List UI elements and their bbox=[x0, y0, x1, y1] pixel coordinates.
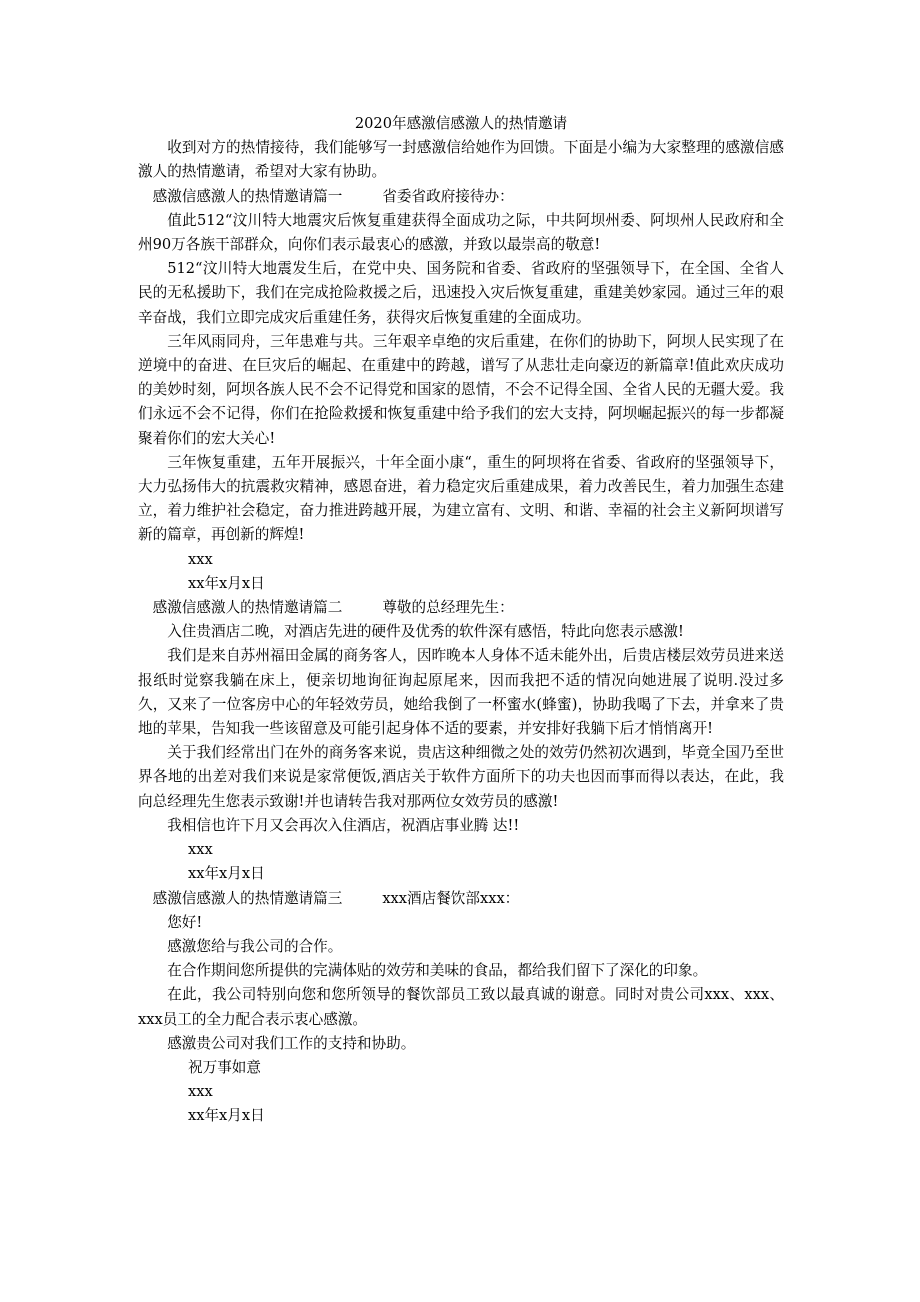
section-title: 感激信感激人的热情邀请篇三 bbox=[152, 889, 343, 907]
body-paragraph: 感激您给与我公司的合作。 bbox=[167, 937, 343, 955]
body-paragraph: 在合作期间您所提供的完满体贴的效劳和美味的食品，都给我们留下了深化的印象。 bbox=[167, 962, 708, 980]
body-paragraph: 三年风雨同舟，三年患难与共。三年艰辛卓绝的灾后重建，在你们的协助下，阿坝人民实现了在逆境中的奋进、在巨灾后的崛起、在重建中的跨越，谱写了从悲壮走向豪迈的新篇章!值此欢庆成功的美妙时刻，阿坝各族人民不会不记得党和国家的恩情，不会不记得全国、全省人民的无疆大爱。我们永远不会不记得，你们在抢险救援和恢复重建中给予我们的宏大支持，阿坝崛起振兴的每一步都凝聚着你们的宏大关心! bbox=[138, 332, 784, 447]
signature-date: xx年x月x日 bbox=[188, 574, 265, 592]
section-heading-2 bbox=[138, 596, 784, 620]
salutation: 尊敬的总经理先生： bbox=[382, 599, 514, 617]
body-paragraph: 我相信也许下月又会再次入住酒店，祝酒店事业腾 达!! bbox=[167, 816, 520, 834]
signature-date: xx年x月x日 bbox=[188, 865, 265, 883]
greeting: 您好! bbox=[167, 913, 203, 931]
closing: 祝万事如意 bbox=[188, 1058, 261, 1076]
signer: xxx bbox=[188, 1083, 213, 1101]
section-heading-1 bbox=[138, 185, 784, 209]
body-paragraph: 在此，我公司特别向您和您所领导的餐饮部员工致以最真诚的谢意。同时对贵公司xxx、xxx、xxx员工的全力配合表示衷心感激。 bbox=[138, 986, 784, 1028]
body-paragraph: 入住贵酒店二晚，对酒店先进的硬件及优秀的软件深有感悟，特此向您表示感激! bbox=[167, 623, 684, 641]
signer: xxx bbox=[188, 550, 213, 568]
document-title: 2020年感激信感激人的热情邀请 bbox=[354, 115, 568, 132]
section-title: 感激信感激人的热情邀请篇二 bbox=[152, 599, 343, 617]
signer: xxx bbox=[188, 841, 213, 859]
intro-paragraph: 收到对方的热情接待，我们能够写一封感激信给她作为回馈。下面是小编为大家整理的感激信感激人的热情邀请，希望对大家有协助。 bbox=[138, 139, 784, 181]
body-paragraph: 值此512“汶川特大地震灾后恢复重建获得全面成功之际，中共阿坝州委、阿坝州人民政府和全州90万各族干部群众，向你们表示最衷心的感激，并致以最崇高的敬意! bbox=[138, 211, 784, 254]
salutation: 省委省政府接待办： bbox=[382, 187, 514, 205]
signature-date: xx年x月x日 bbox=[188, 1107, 265, 1125]
salutation: xxx酒店餐饮部xxx： bbox=[382, 889, 520, 907]
body-paragraph: 感激贵公司对我们工作的支持和协助。 bbox=[167, 1034, 416, 1052]
body-paragraph: 512“汶川特大地震发生后，在党中央、国务院和省委、省政府的坚强领导下，在全国、全省人民的无私援助下，我们在完成抢险救援之后，迅速投入灾后恢复重建，重建美妙家园。通过三年的艰辛奋战，我们立即完成灾后重建任务，获得灾后恢复重建的全面成功。 bbox=[138, 260, 784, 326]
section-title: 感激信感激人的热情邀请篇一 bbox=[152, 187, 343, 205]
document-page bbox=[138, 112, 784, 1129]
section-heading-3 bbox=[138, 887, 784, 911]
body-paragraph: 关于我们经常出门在外的商务客来说，贵店这种细微之处的效劳仍然初次遇到，毕竟全国乃至世界各地的出差对我们来说是家常便饭,酒店关于软件方面所下的功夫也因而事而得以表达，在此，我向总经理先生您表示致谢!并也请转告我对那两位女效劳员的感激! bbox=[138, 744, 784, 810]
body-paragraph: 我们是来自苏州福田金属的商务客人，因昨晚本人身体不适未能外出，后贵店楼层效劳员进来送报纸时觉察我躺在床上，便亲切地询征询起原尾来，因而我把不适的情况向她进展了说明.没过多久，又来了一位客房中心的年轻效劳员，她给我倒了一杯蜜水(蜂蜜)，协助我喝了下去，并拿来了贵地的苹果，告知我一些该留意及可能引起身体不适的要素，并安排好我躺下后才悄悄离开! bbox=[138, 647, 784, 738]
body-paragraph: 三年恢复重建，五年开展振兴，十年全面小康“，重生的阿坝将在省委、省政府的坚强领导下，大力弘扬伟大的抗震救灾精神，感恩奋进，着力稳定灾后重建成果，着力改善民生，着力加强生态建立，着力维护社会稳定，奋力推进跨越开展，为建立富有、文明、和谐、幸福的社会主义新阿坝谱写新的篇章，再创新的辉煌! bbox=[138, 453, 784, 544]
